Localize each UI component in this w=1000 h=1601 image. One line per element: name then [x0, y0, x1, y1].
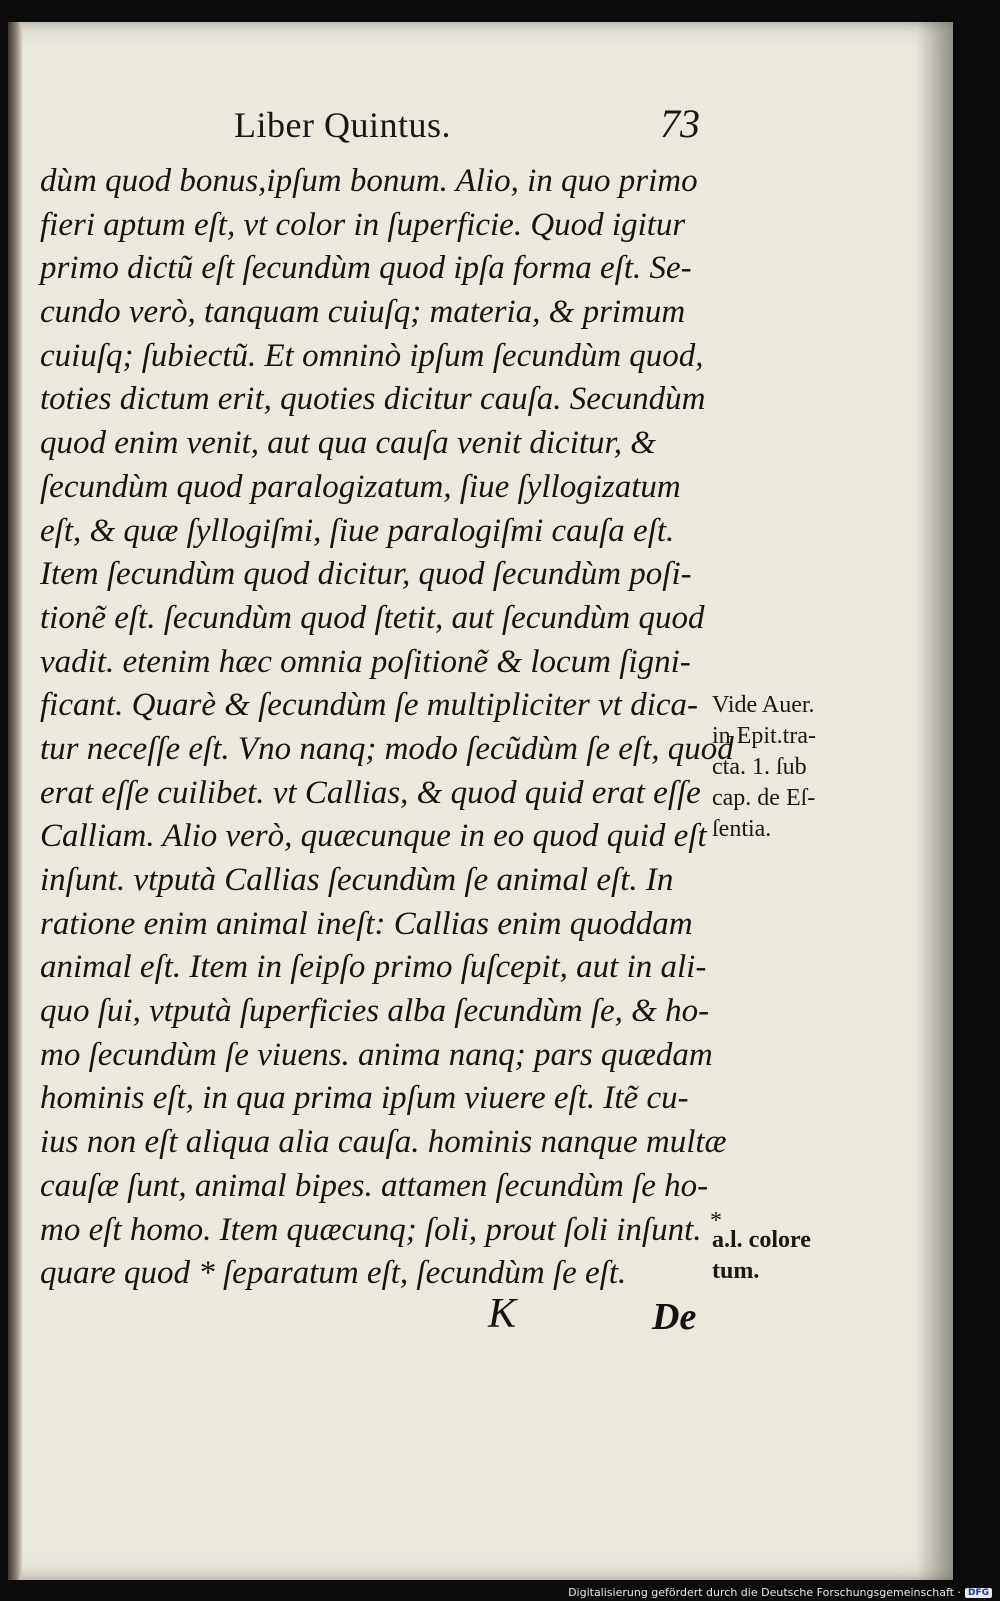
- text-line: eſt, & quæ ſyllogiſmi, ſiue paralogiſmi cauſa eſt.: [40, 512, 675, 549]
- running-title: Liber Quintus.: [234, 105, 451, 145]
- text-line: cundo verò, tanquam cuiuſq; materia, & primum: [40, 294, 686, 331]
- marginal-line: Vide Auer.: [712, 692, 815, 718]
- text-line: ſecundùm quod paralogizatum, ſiue ſyllogizatum: [40, 468, 681, 505]
- marginal-asterisk: *: [710, 1208, 722, 1234]
- text-line: ius non eſt aliqua alia cauſa. hominis nanque multæ: [40, 1124, 727, 1161]
- text-line: hominis eſt, in qua prima ipſum viuere eſt. Itẽ cu-: [40, 1080, 689, 1117]
- text-line: dùm quod bonus,ipſum bonum. Alio, in quo primo: [40, 163, 698, 199]
- text-line: primo dictũ eſt ſecundùm quod ipſa forma eſt. Se-: [40, 250, 692, 287]
- text-line: ficant. Quarè & ſecundùm ſe multipliciter vt dica-: [40, 687, 699, 724]
- text-line: toties dictum erit, quoties dicitur cauſa. Secundùm: [40, 381, 706, 418]
- marginal-line: ſentia.: [712, 816, 772, 842]
- marginal-note-reference: [712, 690, 816, 845]
- text-line: tionẽ eſt. ſecundùm quod ſtetit, aut ſecundùm quod: [40, 599, 705, 636]
- footer-text: Digitalisierung gefördert durch die Deutsche Forschungsgemeinschaft ·: [568, 1586, 961, 1599]
- page-number: 73: [660, 101, 700, 146]
- text-line: mo eſt homo. Item quæcunq; ſoli, prout ſoli inſunt.: [40, 1211, 702, 1248]
- text-line: cauſæ ſunt, animal bipes. attamen ſecundùm ſe ho-: [40, 1167, 709, 1204]
- text-line: quod enim venit, aut qua cauſa venit dicitur, &: [40, 425, 656, 462]
- catchword: De: [652, 1296, 697, 1338]
- text-line: cuiuſq; ſubiectũ. Et omninò ipſum ſecundùm quod,: [40, 337, 704, 374]
- text-line: ratione enim animal ineſt: Callias enim quoddam: [40, 905, 693, 942]
- text-line: tur neceſſe eſt. Vno nanq; modo ſecũdùm ſe eſt, quod: [40, 730, 734, 767]
- text-line: quo ſui, vtputà ſuperficies alba ſecundùm ſe, & ho-: [40, 993, 710, 1030]
- text-line: vadit. etenim hæc omnia poſitionẽ & locum ſigni-: [40, 643, 691, 680]
- marginal-line: a.l. colore: [712, 1227, 811, 1253]
- main-text-block: [40, 160, 734, 1296]
- text-line: Calliam. Alio verò, quæcunque in eo quod quid eſt: [40, 818, 707, 855]
- text-line: Item ſecundùm quod dicitur, quod ſecundùm poſi-: [40, 556, 692, 593]
- marginal-line: tum.: [712, 1258, 760, 1284]
- text-line: mo ſecundùm ſe viuens. anima nanq; pars quædam: [40, 1036, 713, 1073]
- dfg-logo-icon: DFG: [965, 1588, 992, 1598]
- marginal-line: cta. 1. ſub: [712, 754, 807, 780]
- book-spine: [8, 22, 22, 1580]
- marginal-line: cap. de Eſ-: [712, 785, 816, 811]
- text-line: erat eſſe cuilibet. vt Callias, & quod quid erat eſſe: [40, 774, 701, 811]
- text-line: quare quod * ſeparatum eſt, ſecundùm ſe eſt.: [40, 1255, 627, 1292]
- marginal-line: in Epit.tra-: [712, 723, 816, 749]
- page-edge-shadow: [917, 22, 953, 1580]
- text-line: fieri aptum eſt, vt color in ſuperficie. Quod igitur: [40, 206, 686, 243]
- digitization-footer: [568, 1586, 992, 1599]
- text-line: animal eſt. Item in ſeipſo primo ſuſcepit, aut in ali-: [40, 949, 707, 986]
- marginal-note-variant: [712, 1225, 811, 1287]
- signature-mark: K: [488, 1291, 517, 1337]
- text-line: inſunt. vtputà Callias ſecundùm ſe animal eſt. In: [40, 862, 674, 898]
